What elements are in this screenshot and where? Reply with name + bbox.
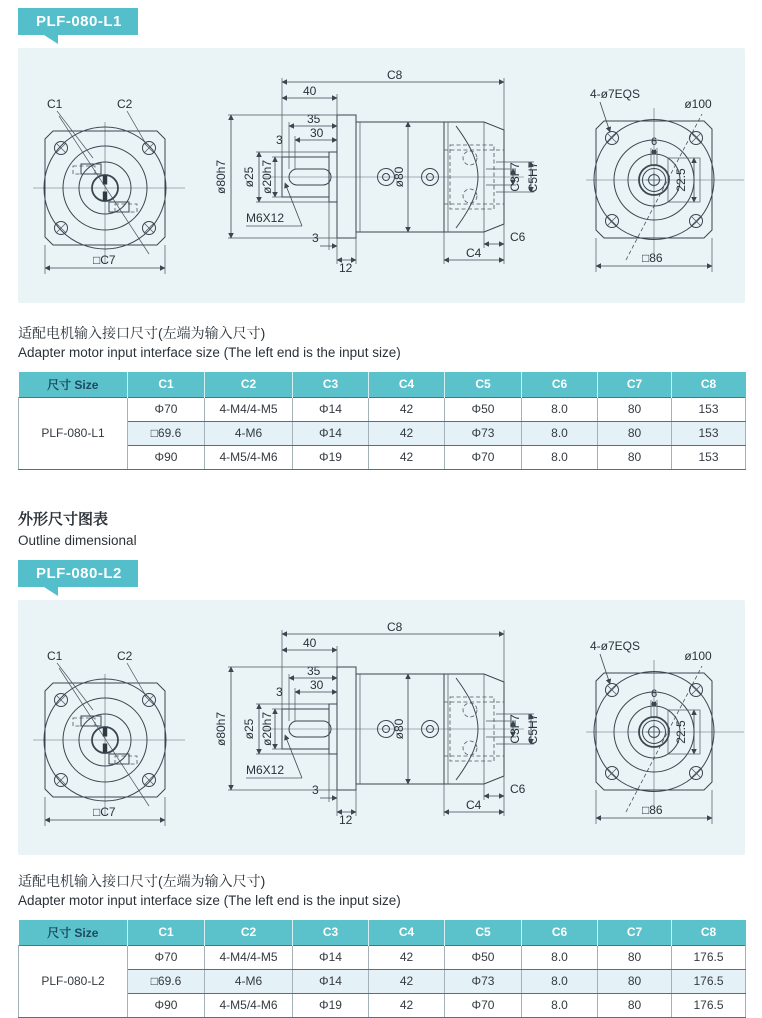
cell: 8.0 <box>522 421 598 445</box>
rear-view-geometry <box>586 639 744 824</box>
dim-35-label: 35 <box>307 663 321 678</box>
table-row <box>19 945 746 969</box>
cell: Φ73 <box>445 969 522 993</box>
dim-c2-label: C2 <box>117 648 133 663</box>
dim-c3f7-label: C3F7 <box>508 714 522 744</box>
dim-c8-label: C8 <box>387 619 403 634</box>
cell: 80 <box>598 945 672 969</box>
cell: 4-M6 <box>205 969 293 993</box>
dim-sq86-label: □86 <box>642 802 663 817</box>
dim-80-label: ø80 <box>392 718 406 740</box>
cell: Φ70 <box>128 397 205 421</box>
side-view-geometry <box>214 620 540 827</box>
cell: 80 <box>598 397 672 421</box>
caption-cn: 适配电机输入接口尺寸(左端为输入尺寸) <box>18 325 266 341</box>
model-badge-l1 <box>18 8 138 35</box>
dim-c6-label: C6 <box>510 781 526 796</box>
cell: 80 <box>598 969 672 993</box>
model-cell: PLF-080-L2 <box>19 945 128 1017</box>
dim-35-label: 35 <box>307 112 321 126</box>
dim-c5h7-label: C5H7 <box>526 161 540 193</box>
dim-c4-label: C4 <box>466 797 482 812</box>
dim-22-5-label: 22.5 <box>674 720 688 744</box>
outline-heading <box>18 508 762 548</box>
rear-view-geometry <box>586 87 744 272</box>
dim-c1-label: C1 <box>47 97 63 111</box>
cell: 80 <box>598 445 672 469</box>
caption-en: Adapter motor input interface size (The left end is the input size) <box>18 893 401 909</box>
cell: 176.5 <box>672 993 746 1017</box>
cell: 4-M4/4-M5 <box>205 945 293 969</box>
front-view-drawing <box>30 50 190 300</box>
rear-view-drawing <box>584 600 749 852</box>
cell: 153 <box>672 397 746 421</box>
cell: 4-M6 <box>205 421 293 445</box>
cell: □69.6 <box>128 421 205 445</box>
cell: 42 <box>369 445 445 469</box>
cell: 153 <box>672 421 746 445</box>
drawing-panel-l2 <box>18 600 745 855</box>
col-header-c3: C3 <box>293 372 369 398</box>
col-header-size: 尺寸 Size <box>19 920 128 946</box>
col-header-c5: C5 <box>445 372 522 398</box>
col-header-c8: C8 <box>672 920 746 946</box>
dimension-table-l2 <box>18 920 746 1018</box>
cell: 8.0 <box>522 969 598 993</box>
dim-c6-label: C6 <box>510 230 526 244</box>
col-header-c5: C5 <box>445 920 522 946</box>
model-badge-l2 <box>18 560 138 587</box>
cell: Φ90 <box>128 993 205 1017</box>
table-row <box>19 993 746 1017</box>
cell: 42 <box>369 969 445 993</box>
col-header-size: 尺寸 Size <box>19 372 128 398</box>
col-header-c6: C6 <box>522 372 598 398</box>
table-row <box>19 445 746 469</box>
dim-6-label: 6 <box>651 687 658 700</box>
caption-cn: 适配电机输入接口尺寸(左端为输入尺寸) <box>18 872 266 889</box>
dim-c7-label: □C7 <box>93 253 116 267</box>
cell: □69.6 <box>128 969 205 993</box>
dim-20h7-label: ø20h7 <box>260 159 274 195</box>
caption-en: Adapter motor input interface size (The left end is the input size) <box>18 345 401 361</box>
dim-m6x12-label: M6X12 <box>246 762 285 777</box>
dim-30-label: 30 <box>310 126 324 140</box>
side-view-drawing <box>214 48 554 300</box>
table-header-row <box>19 920 746 946</box>
dimension-table-l1 <box>18 372 746 470</box>
dim-4xo7-label: 4-ø7EQS <box>590 638 641 653</box>
cell: 176.5 <box>672 945 746 969</box>
cell: Φ14 <box>293 421 369 445</box>
drawing-panel-l1 <box>18 48 745 303</box>
col-header-c4: C4 <box>369 372 445 398</box>
table-row <box>19 397 746 421</box>
col-header-c6: C6 <box>522 920 598 946</box>
cell: 42 <box>369 421 445 445</box>
model-badge-label: PLF-080-L1 <box>36 13 122 30</box>
dim-3-key-label: 3 <box>276 684 283 699</box>
col-header-c1: C1 <box>128 920 205 946</box>
table-row <box>19 421 746 445</box>
col-header-c1: C1 <box>128 372 205 398</box>
dim-c2-label: C2 <box>117 97 133 111</box>
dim-80h7-label: ø80h7 <box>214 711 228 746</box>
dim-c5h7-label: C5H7 <box>526 713 540 745</box>
dim-80h7-label: ø80h7 <box>214 159 228 195</box>
adapter-caption-l2 <box>18 871 762 911</box>
cell: 176.5 <box>672 969 746 993</box>
dim-25-label: ø25 <box>242 166 256 188</box>
dim-c3f7-label: C3F7 <box>508 162 522 192</box>
dim-20h7-label: ø20h7 <box>260 711 274 746</box>
cell: Φ50 <box>445 397 522 421</box>
dim-40-label: 40 <box>303 635 317 650</box>
front-view-drawing <box>30 602 190 852</box>
cell: 4-M5/4-M6 <box>205 445 293 469</box>
cell: Φ14 <box>293 969 369 993</box>
col-header-c2: C2 <box>205 372 293 398</box>
cell: 42 <box>369 945 445 969</box>
dim-3-key-label: 3 <box>276 133 283 147</box>
cell: 42 <box>369 397 445 421</box>
dim-100-label: ø100 <box>684 648 712 663</box>
cell: 42 <box>369 993 445 1017</box>
cell: Φ50 <box>445 945 522 969</box>
outline-heading-en: Outline dimensional <box>18 532 137 548</box>
cell: Φ14 <box>293 397 369 421</box>
dim-6-label: 6 <box>651 136 658 148</box>
rear-view-drawing <box>584 48 749 300</box>
cell: 8.0 <box>522 945 598 969</box>
side-view-geometry <box>214 68 540 275</box>
cell: Φ70 <box>445 993 522 1017</box>
cell: Φ19 <box>293 445 369 469</box>
front-view-geometry <box>33 649 185 826</box>
col-header-c3: C3 <box>293 920 369 946</box>
outline-heading-cn: 外形尺寸图表 <box>18 510 109 528</box>
col-header-c4: C4 <box>369 920 445 946</box>
cell: 153 <box>672 445 746 469</box>
cell: Φ70 <box>445 445 522 469</box>
dim-40-label: 40 <box>303 84 317 98</box>
table-header-row <box>19 372 746 398</box>
dim-c7-label: □C7 <box>93 804 116 819</box>
cell: Φ90 <box>128 445 205 469</box>
dim-30-label: 30 <box>310 677 324 692</box>
col-header-c8: C8 <box>672 372 746 398</box>
adapter-caption-l1 <box>18 323 762 363</box>
dim-12-label: 12 <box>339 812 353 827</box>
cell: 4-M5/4-M6 <box>205 993 293 1017</box>
dim-c4-label: C4 <box>466 246 482 260</box>
dim-80-label: ø80 <box>392 166 406 188</box>
front-view-geometry <box>33 97 185 274</box>
cell: 80 <box>598 993 672 1017</box>
cell: Φ70 <box>128 945 205 969</box>
dim-3-flange-label: 3 <box>312 782 319 797</box>
cell: 8.0 <box>522 445 598 469</box>
cell: 8.0 <box>522 993 598 1017</box>
dim-m6x12-label: M6X12 <box>246 211 285 225</box>
col-header-c7: C7 <box>598 920 672 946</box>
col-header-c2: C2 <box>205 920 293 946</box>
dim-4xo7-label: 4-ø7EQS <box>590 87 641 101</box>
col-header-c7: C7 <box>598 372 672 398</box>
model-badge-label: PLF-080-L2 <box>36 564 122 582</box>
dim-25-label: ø25 <box>242 718 256 740</box>
dim-3-flange-label: 3 <box>312 231 319 245</box>
dim-c1-label: C1 <box>47 648 63 663</box>
dim-sq86-label: □86 <box>642 251 663 265</box>
cell: Φ73 <box>445 421 522 445</box>
side-view-drawing <box>214 600 554 852</box>
dim-c8-label: C8 <box>387 68 403 82</box>
dim-12-label: 12 <box>339 261 353 275</box>
cell: 8.0 <box>522 397 598 421</box>
dim-22-5-label: 22.5 <box>674 168 688 192</box>
cell: 80 <box>598 421 672 445</box>
model-cell: PLF-080-L1 <box>19 397 128 469</box>
table-row <box>19 969 746 993</box>
cell: 4-M4/4-M5 <box>205 397 293 421</box>
dim-100-label: ø100 <box>684 97 712 111</box>
cell: Φ14 <box>293 945 369 969</box>
cell: Φ19 <box>293 993 369 1017</box>
